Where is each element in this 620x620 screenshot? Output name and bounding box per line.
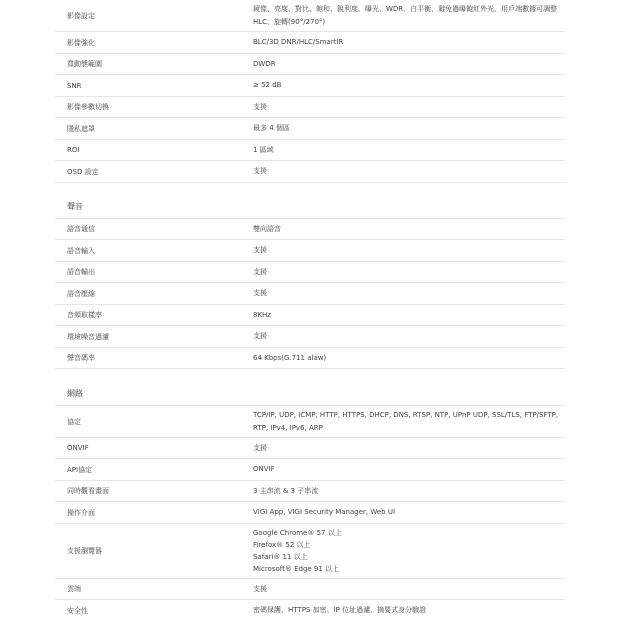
row-value: 支援	[253, 267, 267, 276]
table-row	[55, 305, 565, 326]
table-row	[55, 54, 565, 75]
section-title-audio: 聲音	[67, 202, 83, 211]
table-row	[55, 348, 565, 369]
row-label: 語音輸出	[67, 268, 95, 276]
row-label: 同時觀看畫面	[67, 487, 109, 495]
row-label: 影像強化	[67, 38, 95, 47]
table-row	[55, 438, 565, 459]
row-value-line: RTP, IPv4, IPv6, ARP	[253, 423, 323, 432]
table-row	[55, 140, 565, 161]
row-value: 支援	[253, 332, 267, 340]
table-row	[55, 262, 565, 283]
table-row	[55, 459, 565, 481]
row-label: 安全性	[67, 606, 88, 615]
row-value-line: Microsoft® Edge 91 以上	[253, 565, 340, 573]
row-label: 寬動態範圍	[67, 60, 102, 68]
section-title-network: 網路	[67, 389, 83, 398]
row-value: ONVIF	[253, 465, 275, 473]
table-row	[55, 283, 565, 305]
table-row	[55, 240, 565, 262]
row-label: 語音通信	[67, 225, 95, 233]
row-label: API協定	[67, 465, 93, 474]
row-label: 支援瀏覽器	[67, 547, 102, 555]
row-value: VIGI App, VIGI Security Manager, Web UI	[253, 508, 396, 516]
row-value: 支援	[253, 443, 267, 452]
spec-table-image	[55, 0, 565, 183]
row-value-line: Google Chrome® 57 以上	[253, 529, 342, 537]
table-row	[55, 600, 565, 620]
row-value-line: Firefox® 52 以上	[253, 541, 311, 549]
row-value: DWDR	[253, 59, 276, 68]
row-value: 密碼保護、HTTPS 加密、IP 位址過濾、摘要式身分驗證	[253, 606, 427, 614]
spec-table-network	[55, 406, 565, 620]
row-label: OSD 設定	[67, 167, 99, 176]
row-label: 語音壓縮	[67, 289, 95, 298]
row-value: 支援	[253, 246, 267, 254]
table-row	[55, 161, 565, 183]
table-row	[55, 481, 565, 502]
row-value: 支援	[253, 289, 267, 297]
row-label: 雲端	[67, 585, 81, 593]
row-label: 語音輸入	[67, 246, 95, 255]
table-row	[55, 0, 565, 32]
row-value: ≥ 52 dB	[253, 81, 282, 89]
row-label: 影像參數切換	[67, 103, 109, 111]
table-row	[55, 219, 565, 240]
row-value: 8KHz	[253, 310, 271, 319]
row-value: 3 主串流 & 3 子串流	[253, 486, 319, 495]
row-value: 支援	[253, 167, 267, 175]
row-value-line: HLC、旋轉(90°/270°)	[253, 17, 326, 26]
table-row	[55, 524, 565, 579]
row-label: 操作介面	[67, 508, 95, 517]
row-label: SNR	[67, 81, 82, 90]
table-row	[55, 97, 565, 118]
row-label: 影像設定	[67, 11, 95, 20]
row-label: 環境噪音過濾	[67, 332, 109, 341]
row-value-line: Safari® 11 以上	[253, 553, 308, 561]
row-label: 聲音碼率	[67, 354, 95, 362]
table-row	[55, 75, 565, 97]
row-value: 雙向語音	[253, 224, 281, 233]
row-label: ONVIF	[67, 444, 89, 452]
row-value	[253, 406, 565, 437]
table-row	[55, 502, 565, 524]
row-value: 64 Kbps(G.711 alaw)	[253, 353, 327, 362]
spec-table-audio	[55, 219, 565, 369]
row-value: 1 區域	[253, 145, 274, 154]
row-value	[253, 524, 565, 578]
row-value: 支援	[253, 102, 267, 111]
row-value-line: TCP/IP, UDP, ICMP, HTTP, HTTPS, DHCP, DNS, RTSP, NTP, UPnP UDP, SSL/TLS, FTP/SFTP,	[253, 410, 559, 419]
row-value: BLC/3D DNR/HLC/SmartIR	[253, 38, 344, 46]
row-label: 音頻取樣率	[67, 311, 102, 319]
row-value	[253, 0, 565, 31]
table-row	[55, 406, 565, 438]
row-value: 最多 4 個區	[253, 124, 290, 132]
row-value: 支援	[253, 584, 267, 593]
table-row	[55, 32, 565, 54]
row-value-line: 鏡像、亮度、對比、飽和、銳利度、曝光、WDR、白平衡、避免過曝飽紅外光、用戶端數據可調整	[253, 4, 558, 13]
row-label: 協定	[67, 417, 81, 426]
row-label: 隱私遮罩	[67, 124, 95, 133]
table-row	[55, 326, 565, 348]
table-row	[55, 118, 565, 140]
row-label: ROI	[67, 146, 80, 154]
table-row	[55, 579, 565, 600]
